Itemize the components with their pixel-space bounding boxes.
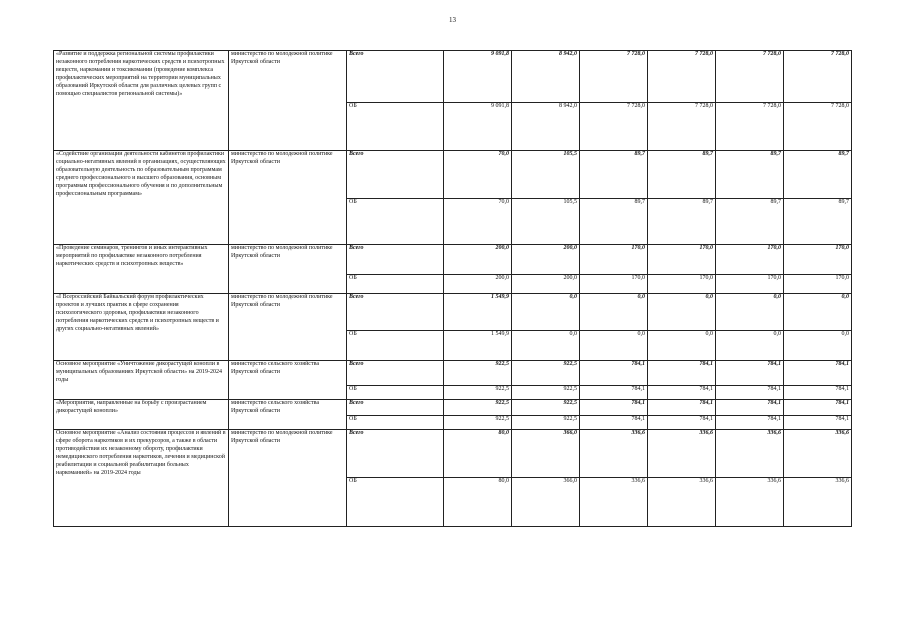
ob-value-cell: 784,1: [784, 416, 852, 430]
table-row-total: [54, 51, 852, 103]
total-value-cell: 0,0: [512, 294, 580, 331]
table-row-total: [54, 245, 852, 275]
table-row-total: [54, 361, 852, 386]
funding-source-total: Всего: [347, 294, 444, 331]
ob-value-cell: 922,5: [444, 386, 512, 400]
ob-value-cell: 89,7: [784, 199, 852, 245]
budget-table: [53, 50, 852, 527]
ob-value-cell: 89,7: [580, 199, 648, 245]
ob-value-cell: 336,6: [580, 478, 648, 527]
measure-name: «Содействие организации деятельности кабинетов профилактики социально-негативных явлений в организациях, осуществляющих образовательную деятельность по образовательным программам среднего профессионального и высшего образования, основным программам профессионального обучения и по дополнительным профессиональным программам»: [54, 151, 229, 245]
total-value-cell: 0,0: [784, 294, 852, 331]
ob-value-cell: 784,1: [580, 386, 648, 400]
ob-value-cell: 922,5: [444, 416, 512, 430]
responsible-executor: министерство по молодежной политике Иркутской области: [229, 294, 347, 361]
funding-source-ob: ОБ: [347, 275, 444, 294]
funding-source-total: Всего: [347, 400, 444, 416]
funding-source-ob: ОБ: [347, 416, 444, 430]
ob-value-cell: 1 549,9: [444, 331, 512, 361]
total-value-cell: 200,0: [512, 245, 580, 275]
total-value-cell: 336,6: [784, 430, 852, 478]
total-value-cell: 170,0: [716, 245, 784, 275]
funding-source-total: Всего: [347, 51, 444, 103]
ob-value-cell: 0,0: [512, 331, 580, 361]
total-value-cell: 784,1: [648, 361, 716, 386]
ob-value-cell: 7 728,0: [648, 103, 716, 151]
total-value-cell: 0,0: [580, 294, 648, 331]
total-value-cell: 784,1: [716, 361, 784, 386]
measure-name: «Мероприятия, направленные на борьбу с произрастанием дикорастущей конопли»: [54, 400, 229, 430]
total-value-cell: 89,7: [648, 151, 716, 199]
ob-value-cell: 7 728,0: [580, 103, 648, 151]
total-value-cell: 170,0: [784, 245, 852, 275]
ob-value-cell: 336,6: [648, 478, 716, 527]
total-value-cell: 784,1: [784, 400, 852, 416]
total-value-cell: 0,0: [716, 294, 784, 331]
funding-source-ob: ОБ: [347, 199, 444, 245]
total-value-cell: 80,0: [444, 430, 512, 478]
total-value-cell: 70,0: [444, 151, 512, 199]
ob-value-cell: 784,1: [784, 386, 852, 400]
measure-name: Основное мероприятие «Уничтожение дикорастущей конопли в муниципальных образованиях Иркутской области» на 2019-2024 годы: [54, 361, 229, 400]
total-value-cell: 784,1: [580, 361, 648, 386]
funding-source-ob: ОБ: [347, 386, 444, 400]
ob-value-cell: 89,7: [648, 199, 716, 245]
ob-value-cell: 8 942,0: [512, 103, 580, 151]
funding-source-ob: ОБ: [347, 103, 444, 151]
funding-source-ob: ОБ: [347, 478, 444, 527]
total-value-cell: 336,6: [580, 430, 648, 478]
total-value-cell: 1 549,9: [444, 294, 512, 331]
ob-value-cell: 784,1: [580, 416, 648, 430]
total-value-cell: 922,5: [444, 361, 512, 386]
ob-value-cell: 200,0: [512, 275, 580, 294]
total-value-cell: 105,5: [512, 151, 580, 199]
total-value-cell: 784,1: [784, 361, 852, 386]
total-value-cell: 922,5: [512, 400, 580, 416]
total-value-cell: 7 728,0: [716, 51, 784, 103]
ob-value-cell: 89,7: [716, 199, 784, 245]
ob-value-cell: 922,5: [512, 386, 580, 400]
funding-source-total: Всего: [347, 151, 444, 199]
responsible-executor: министерство по молодежной политике Иркутской области: [229, 245, 347, 294]
total-value-cell: 922,5: [512, 361, 580, 386]
table-row-total: [54, 294, 852, 331]
ob-value-cell: 170,0: [648, 275, 716, 294]
total-value-cell: 7 728,0: [580, 51, 648, 103]
ob-value-cell: 70,0: [444, 199, 512, 245]
funding-source-ob: ОБ: [347, 331, 444, 361]
total-value-cell: 89,7: [784, 151, 852, 199]
ob-value-cell: 784,1: [648, 386, 716, 400]
ob-value-cell: 0,0: [716, 331, 784, 361]
ob-value-cell: 336,6: [716, 478, 784, 527]
total-value-cell: 0,0: [648, 294, 716, 331]
ob-value-cell: 105,5: [512, 199, 580, 245]
total-value-cell: 200,0: [444, 245, 512, 275]
page-number: 13: [449, 16, 456, 24]
total-value-cell: 170,0: [648, 245, 716, 275]
funding-source-total: Всего: [347, 245, 444, 275]
total-value-cell: 170,0: [580, 245, 648, 275]
ob-value-cell: 784,1: [716, 386, 784, 400]
table-row-total: [54, 151, 852, 199]
responsible-executor: министерство по молодежной политике Иркутской области: [229, 430, 347, 527]
total-value-cell: 8 942,0: [512, 51, 580, 103]
funding-source-total: Всего: [347, 430, 444, 478]
measure-name: «I Всероссийский Байкальский форум профилактических проектов и лучших практик в сфере сохранения психологического здоровья, профилактики незаконного потребления наркотических средств и психотропных веществ и других социально-негативных явлений»: [54, 294, 229, 361]
ob-value-cell: 922,5: [512, 416, 580, 430]
measure-name: «Развитие и поддержка региональной системы профилактики незаконного потребления наркотических средств и психотропных веществ, наркомании и токсикомании (проведение комплекса профилактических мероприятий на территории муниципальных образований Иркутской области для различных целевых групп с помощью специалистов региональной системы)»: [54, 51, 229, 151]
total-value-cell: 89,7: [580, 151, 648, 199]
total-value-cell: 784,1: [648, 400, 716, 416]
ob-value-cell: 366,0: [512, 478, 580, 527]
ob-value-cell: 170,0: [716, 275, 784, 294]
total-value-cell: 366,0: [512, 430, 580, 478]
ob-value-cell: 80,0: [444, 478, 512, 527]
total-value-cell: 7 728,0: [648, 51, 716, 103]
total-value-cell: 89,7: [716, 151, 784, 199]
responsible-executor: министерство по молодежной политике Иркутской области: [229, 151, 347, 245]
total-value-cell: 336,6: [716, 430, 784, 478]
total-value-cell: 922,5: [444, 400, 512, 416]
responsible-executor: министерство сельского хозяйства Иркутской области: [229, 400, 347, 430]
ob-value-cell: 336,6: [784, 478, 852, 527]
ob-value-cell: 784,1: [648, 416, 716, 430]
responsible-executor: министерство по молодежной политике Иркутской области: [229, 51, 347, 151]
ob-value-cell: 7 728,0: [716, 103, 784, 151]
ob-value-cell: 0,0: [784, 331, 852, 361]
ob-value-cell: 170,0: [580, 275, 648, 294]
table-row-total: [54, 430, 852, 478]
total-value-cell: 784,1: [716, 400, 784, 416]
ob-value-cell: 784,1: [716, 416, 784, 430]
ob-value-cell: 7 728,0: [784, 103, 852, 151]
total-value-cell: 784,1: [580, 400, 648, 416]
table-row-total: [54, 400, 852, 416]
ob-value-cell: 170,0: [784, 275, 852, 294]
total-value-cell: 336,6: [648, 430, 716, 478]
ob-value-cell: 0,0: [648, 331, 716, 361]
responsible-executor: министерство сельского хозяйства Иркутской области: [229, 361, 347, 400]
total-value-cell: 7 728,0: [784, 51, 852, 103]
ob-value-cell: 0,0: [580, 331, 648, 361]
measure-name: «Проведение семинаров, тренингов и иных интерактивных мероприятий по профилактике незаконного потребления наркотических средств и психотропных веществ»: [54, 245, 229, 294]
ob-value-cell: 200,0: [444, 275, 512, 294]
funding-source-total: Всего: [347, 361, 444, 386]
ob-value-cell: 9 091,8: [444, 103, 512, 151]
total-value-cell: 9 091,8: [444, 51, 512, 103]
measure-name: Основное мероприятие «Анализ состояния процессов и явлений в сфере оборота наркотиков и их прекурсоров, а также в области противодействия их незаконному обороту, профилактики немедицинского потребления наркотиков, лечения и медицинской реабилитации и социальной реабилитации больных наркоманией» на 2019-2024 годы: [54, 430, 229, 527]
